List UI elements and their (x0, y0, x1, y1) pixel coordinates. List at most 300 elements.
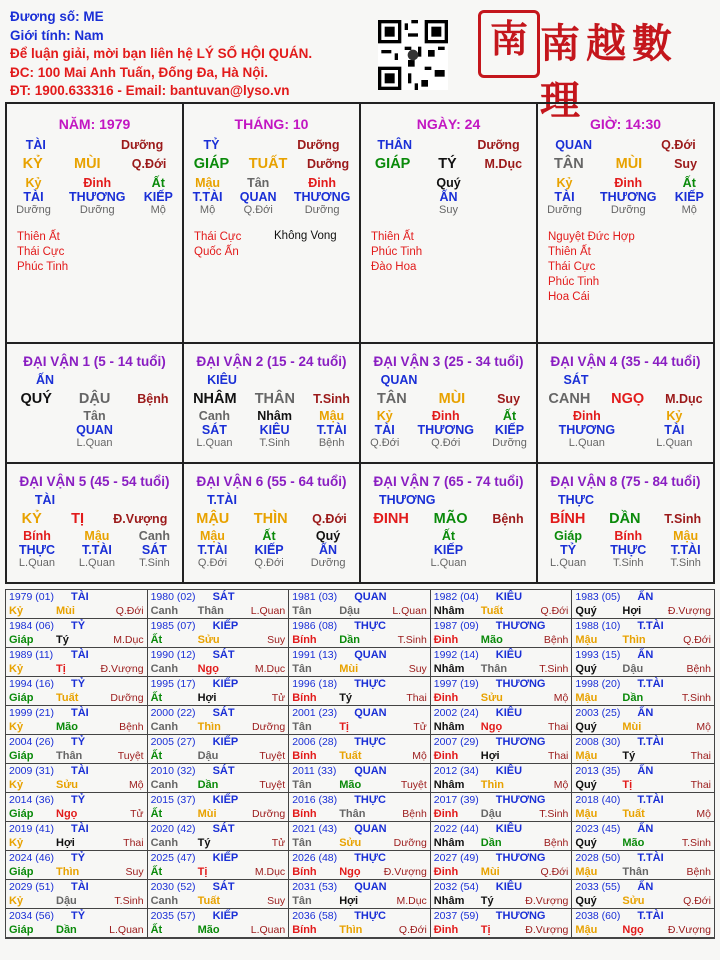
year-label: 1988 (10) (575, 620, 621, 632)
annual-luck-cell (572, 764, 714, 793)
hidden-god: THƯƠNG (600, 190, 657, 204)
year-branch: Tý (56, 634, 69, 646)
dai-van-stage: Suy (497, 392, 521, 406)
dai-van-hidden-stems (7, 409, 182, 449)
star-name: Thái Cực (194, 231, 242, 243)
year-stem: Nhâm (433, 663, 465, 675)
hidden-stage: L.Quan (76, 437, 113, 449)
hidden-stem-group (198, 529, 228, 569)
hidden-god: QUAN (76, 423, 113, 437)
annual-luck-cell (289, 590, 431, 619)
dai-van-row-2 (7, 462, 713, 582)
dai-van-stem-branch (184, 391, 359, 407)
hidden-stem-group (610, 529, 646, 569)
pillar-top-stage: Dưỡng (477, 138, 520, 152)
year-god: QUAN (354, 823, 387, 835)
year-stem: Mậu (575, 866, 598, 878)
year-stage: Dưỡng (393, 837, 427, 849)
annual-luck-cell (6, 822, 148, 851)
year-branch: Mùi (622, 721, 642, 733)
year-branch: Mão (480, 634, 503, 646)
year-stage: T.Sinh (397, 634, 427, 646)
hidden-god: TÀI (554, 190, 575, 204)
year-branch: Tị (622, 779, 633, 791)
hidden-stem: Mậu (199, 529, 225, 543)
year-god: KIÊU (495, 591, 523, 603)
annual-luck-cell (431, 590, 573, 619)
year-branch: Mùi (197, 808, 217, 820)
year-stem: Đinh (433, 692, 459, 704)
pillar-cell (538, 104, 713, 342)
annual-luck-cell (572, 619, 714, 648)
hidden-stem: Ất (262, 529, 276, 543)
year-stem: Ất (150, 866, 163, 878)
annual-luck-cell (431, 648, 573, 677)
year-label: 2007 (29) (433, 736, 479, 748)
hidden-god: SÁT (201, 423, 227, 437)
year-stage: Bệnh (686, 866, 711, 878)
pillar-branch: MÙI (615, 156, 643, 172)
annual-luck-cell (148, 851, 290, 880)
annual-luck-cell (148, 619, 290, 648)
year-god: SÁT (212, 649, 235, 661)
year-stage: Mộ (129, 779, 144, 791)
year-stage: Tử (271, 692, 286, 704)
year-stem: Quý (575, 605, 597, 617)
dai-van-cell (538, 464, 713, 582)
hidden-stage: Dưỡng (492, 437, 527, 449)
hidden-stage: T.Sinh (612, 557, 644, 569)
hidden-god: TỶ (560, 543, 577, 557)
year-stage: Đ.Vượng (525, 924, 569, 936)
year-stage: Dưỡng (110, 692, 144, 704)
year-stem: Giáp (9, 634, 34, 646)
pillar-god-line (184, 138, 359, 152)
dai-van-cell (7, 344, 184, 462)
hidden-stage: Bệnh (318, 437, 345, 449)
hidden-stem: Đinh (431, 409, 460, 423)
year-label: 2021 (43) (292, 823, 338, 835)
year-god: QUAN (354, 649, 387, 661)
dai-van-god: QUAN (380, 373, 418, 387)
year-label: 2031 (53) (292, 881, 338, 893)
year-branch: Ngọ (197, 663, 219, 675)
pillar-branch: MÙI (73, 156, 101, 172)
year-god: KIÊU (495, 881, 523, 893)
dai-van-stem: QUÝ (20, 391, 52, 407)
year-god: KIÊU (495, 765, 523, 777)
year-stage: M.Dục (396, 895, 427, 907)
hidden-stage: Q.Đới (197, 557, 228, 569)
hidden-stem-group (144, 176, 173, 216)
year-stem: Canh (150, 837, 179, 849)
year-label: 2009 (31) (9, 765, 54, 777)
year-stem: Quý (575, 895, 597, 907)
annual-luck-cell (148, 793, 290, 822)
year-branch: Ngọ (622, 924, 644, 936)
address: ĐC: 100 Mai Anh Tuấn, Đống Đa, Hà Nội. (10, 64, 269, 80)
annual-luck-cell (572, 677, 714, 706)
pillar-branch: TUẤT (248, 156, 288, 172)
year-label: 2013 (35) (575, 765, 621, 777)
year-stage: L.Quan (250, 924, 286, 936)
year-stage: Q.Đới (115, 605, 144, 617)
dai-van-cell (7, 464, 184, 582)
dai-van-hidden-stems (538, 409, 713, 449)
hidden-god: T.TÀI (316, 423, 347, 437)
year-label: 2029 (51) (9, 881, 54, 893)
year-label: 1999 (21) (9, 707, 54, 719)
year-god: SÁT (212, 823, 235, 835)
year-label: 2005 (27) (150, 736, 196, 748)
annual-luck-cell (6, 677, 148, 706)
year-stem: Nhâm (433, 721, 465, 733)
hidden-stem-group (76, 409, 113, 449)
hidden-stem: Đinh (614, 176, 643, 190)
hidden-stem: Đinh (308, 176, 336, 190)
year-stem: Ất (150, 692, 163, 704)
year-label: 2025 (47) (150, 852, 196, 864)
year-label: 2027 (49) (433, 852, 479, 864)
pillar-stars (17, 230, 68, 275)
year-label: 2028 (50) (575, 852, 621, 864)
hidden-stem: Bính (614, 529, 643, 543)
pillar-stem: KỶ (22, 156, 43, 172)
year-stage: Tử (271, 837, 286, 849)
hidden-stage: T.Sinh (670, 557, 701, 569)
year-god: QUAN (354, 707, 387, 719)
year-stage: Bệnh (402, 808, 427, 820)
year-label: 1994 (16) (9, 678, 54, 690)
pillar-god-line (538, 138, 713, 152)
year-stem: Đinh (433, 634, 459, 646)
year-branch: Tý (622, 750, 636, 762)
pillar-title: THÁNG: 10 (234, 116, 309, 132)
year-stage: Đ.Vượng (667, 924, 711, 936)
year-label: 2016 (38) (292, 794, 338, 806)
year-stem: Canh (150, 663, 179, 675)
hidden-stage: L.Quan (18, 557, 56, 569)
year-stage: Thai (547, 721, 569, 733)
year-branch: Mão (56, 721, 78, 733)
hidden-god: THỰC (610, 543, 647, 557)
pillar-god-line (7, 138, 182, 152)
annual-luck-cell (572, 880, 714, 909)
annual-luck-cell (431, 793, 573, 822)
year-stem: Kỷ (9, 837, 24, 849)
annual-luck-cell (572, 706, 714, 735)
year-label: 1995 (17) (150, 678, 196, 690)
year-label: 2002 (24) (433, 707, 479, 719)
year-stage: Suy (267, 634, 286, 646)
annual-luck-cell (148, 648, 290, 677)
year-stem: Mậu (575, 750, 598, 762)
year-stem: Kỷ (9, 663, 24, 675)
year-branch: Tý (197, 837, 211, 849)
header-info (10, 8, 390, 101)
hidden-stem-group (311, 529, 346, 569)
hidden-god: TÀI (374, 423, 395, 437)
hidden-stage: T.Sinh (139, 557, 170, 569)
year-branch: Dậu (56, 895, 77, 907)
year-god: KIẾP (212, 678, 239, 690)
hidden-stem-group (257, 409, 292, 449)
year-stage: Tuyệt (117, 750, 144, 762)
year-stage: Tử (413, 721, 427, 733)
year-god: THƯƠNG (495, 794, 546, 806)
dai-van-stem-branch (184, 511, 359, 527)
year-stem: Tân (292, 895, 312, 907)
year-stem: Mậu (575, 634, 598, 646)
year-branch: Thìn (480, 779, 505, 791)
hidden-stem-group (294, 176, 350, 216)
year-stem: Nhâm (433, 779, 465, 791)
year-branch: Sửu (197, 634, 220, 646)
year-branch: Dậu (339, 605, 360, 617)
hidden-stem-group (79, 529, 115, 569)
annual-luck-table (5, 589, 715, 939)
annual-luck-cell (431, 851, 573, 880)
hidden-god: ẤN (319, 543, 338, 557)
pillar-stem: TÂN (553, 156, 584, 172)
annual-luck-cell (148, 822, 290, 851)
hidden-stem-group (317, 409, 347, 449)
year-god: T.TÀI (637, 736, 664, 748)
year-god: T.TÀI (637, 852, 664, 864)
hidden-stage: L.Quan (568, 437, 605, 449)
year-god: KIẾP (212, 794, 239, 806)
year-god: KIÊU (495, 707, 523, 719)
year-stage: Suy (408, 663, 427, 675)
dai-van-hidden-stems (361, 529, 536, 569)
annual-luck-cell (6, 619, 148, 648)
year-stem: Ất (150, 924, 163, 936)
year-stem: Quý (575, 663, 597, 675)
hidden-stage: Q.Đới (370, 437, 400, 449)
year-god: THƯƠNG (495, 852, 546, 864)
chart-grid (5, 102, 715, 584)
year-stage: L.Quan (250, 605, 286, 617)
year-god: QUAN (354, 591, 387, 603)
hidden-stem: Canh (198, 409, 231, 423)
year-stem: Bính (292, 634, 317, 646)
pillar-relation: Q.Đới (131, 157, 167, 171)
dai-van-stage: T.Sinh (313, 392, 350, 406)
hidden-god: THƯƠNG (293, 190, 351, 204)
year-branch: Mão (339, 779, 362, 791)
hidden-stage: L.Quan (656, 437, 693, 449)
year-stem: Giáp (9, 924, 34, 936)
hidden-stem: Mậu (673, 529, 699, 543)
year-god: THỰC (354, 736, 386, 748)
year-god: KIẾP (212, 736, 239, 748)
year-branch: Thìn (622, 634, 646, 646)
pillar-title: NGÀY: 24 (416, 116, 481, 132)
year-stage: T.Sinh (539, 663, 569, 675)
hidden-stem: Kỷ (25, 176, 42, 190)
year-branch: Tuất (480, 605, 504, 617)
year-stage: Tuyệt (400, 779, 427, 791)
year-branch: Thìn (197, 721, 221, 733)
year-god: THƯƠNG (495, 620, 546, 632)
contact-text: Để luận giải, mời bạn liên hệ LÝ SỐ HỘI QUÁN. (10, 46, 313, 61)
year-branch: Thìn (56, 866, 80, 878)
year-god: KIẾP (212, 620, 239, 632)
year-stem: Bính (292, 692, 317, 704)
year-stage: Thai (547, 750, 569, 762)
hidden-stem-group (656, 409, 692, 449)
hidden-god: THƯƠNG (558, 423, 616, 437)
annual-luck-cell (431, 677, 573, 706)
year-god: ẤN (637, 881, 654, 893)
hidden-stem-group (139, 529, 170, 569)
year-stem: Nhâm (433, 837, 465, 849)
hidden-stem-group (240, 176, 277, 216)
annual-luck-cell (6, 648, 148, 677)
year-label: 2022 (44) (433, 823, 479, 835)
annual-luck-cell (289, 909, 431, 938)
year-stem: Mậu (575, 808, 598, 820)
annual-luck-cell (148, 590, 290, 619)
annual-luck-cell (289, 822, 431, 851)
year-god: THƯƠNG (495, 736, 546, 748)
hidden-stem-group (254, 529, 283, 569)
year-stem: Quý (575, 837, 597, 849)
annual-luck-cell (6, 851, 148, 880)
year-god: T.TÀI (637, 910, 664, 922)
hidden-stem: Đinh (83, 176, 112, 190)
year-label: 2000 (22) (150, 707, 196, 719)
annual-luck-cell (431, 706, 573, 735)
pillar-cell (184, 104, 361, 342)
hidden-stage: Dưỡng (310, 557, 346, 569)
hidden-stem: Nhâm (257, 409, 292, 423)
hidden-stem: Ất (502, 409, 517, 423)
pillar-title: NĂM: 1979 (58, 116, 131, 132)
dai-van-stage: Bệnh (137, 392, 169, 406)
year-branch: Hợi (56, 837, 75, 849)
year-branch: Ngọ (480, 721, 503, 733)
dai-van-stem-branch (361, 391, 536, 407)
hidden-stem: Mậu (84, 529, 110, 543)
year-god: T.TÀI (637, 620, 664, 632)
year-god: ẤN (637, 765, 654, 777)
year-stem: Bính (292, 924, 317, 936)
hidden-stem: Tân (83, 409, 106, 423)
year-god: THỰC (354, 794, 386, 806)
year-stage: Mộ (696, 808, 711, 820)
hidden-stage: Q.Đới (243, 204, 273, 216)
dai-van-row-1 (7, 342, 713, 462)
pillar-note: Không Vong (274, 230, 337, 242)
year-stem: Kỷ (9, 779, 24, 791)
year-stage: Q.Đới (398, 924, 427, 936)
pillar-god: TỶ (203, 138, 220, 152)
year-branch: Thân (622, 866, 649, 878)
year-stem: Mậu (575, 924, 598, 936)
annual-luck-cell (572, 590, 714, 619)
hidden-stem-group (16, 176, 51, 216)
year-label: 1996 (18) (292, 678, 338, 690)
year-label: 2026 (48) (292, 852, 338, 864)
hidden-stem-group (418, 409, 474, 449)
hidden-stage: T.Sinh (259, 437, 290, 449)
dai-van-cell (361, 344, 538, 462)
year-branch: Tuất (622, 808, 645, 820)
hidden-stage: L.Quan (196, 437, 233, 449)
year-stage: Mộ (696, 721, 711, 733)
year-label: 2035 (57) (150, 910, 196, 922)
hidden-god: THƯƠNG (69, 190, 126, 204)
hidden-stage: Suy (439, 204, 458, 216)
year-branch: Ngọ (339, 866, 361, 878)
year-stage: Suy (125, 866, 144, 878)
year-branch: Dần (56, 924, 77, 936)
pillar-stem-branch-line (361, 156, 536, 172)
year-branch: Dần (480, 837, 502, 849)
annual-luck-cell (289, 793, 431, 822)
year-god: TÀI (71, 591, 89, 603)
year-stage: Tuyệt (259, 750, 286, 762)
dai-van-stem: NHÂM (193, 391, 237, 407)
annual-luck-cell (289, 880, 431, 909)
hidden-stem: Tân (247, 176, 270, 190)
hidden-stem-group (559, 409, 615, 449)
hidden-god: KIẾP (494, 423, 525, 437)
pillar-stars (548, 230, 635, 305)
dai-van-stage: T.Sinh (664, 512, 702, 526)
year-label: 2038 (60) (575, 910, 621, 922)
dai-van-god: TÀI (34, 493, 56, 507)
dai-van-stage: Đ.Vượng (113, 512, 168, 526)
annual-luck-cell (148, 706, 290, 735)
year-stem: Kỷ (9, 605, 24, 617)
brand-title: 南越數理 (540, 20, 678, 124)
hidden-god: ẤN (439, 190, 458, 204)
dai-van-stage: Bệnh (492, 512, 524, 526)
year-god: ẤN (637, 823, 654, 835)
hidden-stem-group (436, 176, 460, 216)
annual-luck-cell (148, 764, 290, 793)
year-label: 2010 (32) (150, 765, 196, 777)
year-branch: Mão (622, 837, 645, 849)
star-name: Thái Cực (548, 261, 596, 273)
hidden-stem: Ất (682, 176, 696, 190)
annual-luck-cell (431, 880, 573, 909)
star-name: Phúc Tinh (548, 276, 600, 288)
dai-van-stem-branch (361, 511, 536, 527)
year-stage: Dưỡng (252, 808, 286, 820)
dai-van-stage: Q.Đới (312, 512, 347, 526)
dai-van-hidden-stems (361, 409, 536, 449)
year-branch: Tý (480, 895, 494, 907)
pillar-relation: M.Dục (484, 157, 523, 171)
hidden-god: T.TÀI (197, 543, 228, 557)
year-stem: Canh (150, 779, 179, 791)
annual-luck-cell (289, 735, 431, 764)
year-stage: Bệnh (543, 634, 569, 646)
year-god: QUAN (354, 765, 387, 777)
year-label: 1991 (13) (292, 649, 338, 661)
year-label: 1980 (02) (150, 591, 196, 603)
year-label: 2004 (26) (9, 736, 54, 748)
annual-luck-cell (431, 619, 573, 648)
year-stem: Đinh (433, 750, 459, 762)
year-label: 2023 (45) (575, 823, 621, 835)
year-stage: T.Sinh (114, 895, 144, 907)
year-branch: Thân (480, 663, 508, 675)
star-name: Thái Cực (17, 246, 65, 258)
